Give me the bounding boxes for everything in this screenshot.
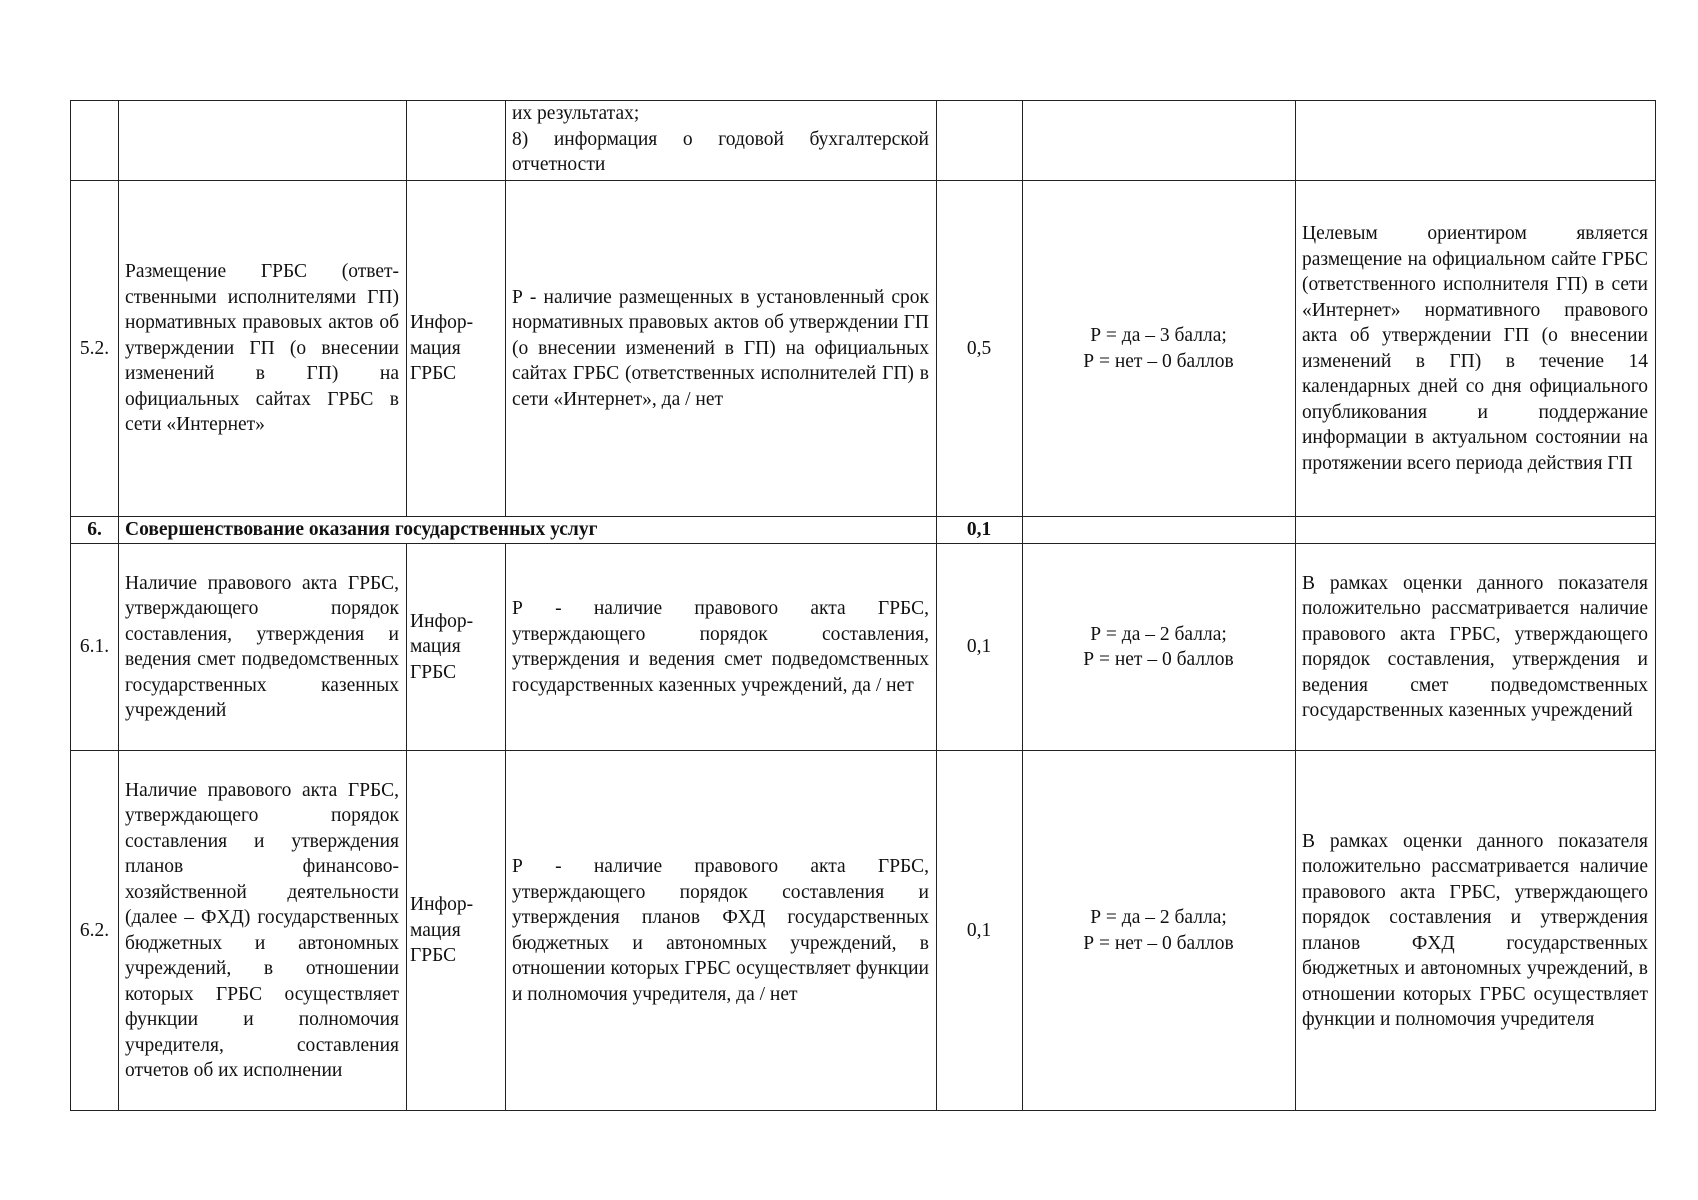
indicator-name: Наличие правового акта ГРБС, утверждающего порядок составления и утверждения планов финансово-хозяйственной деятельности (далее – ФХД) государственных бюджетных и автономных учреждений, в отношении которых ГРБС осуществляет функции и полномочия учредителя, составления отчетов об их исполнении [119,751,407,1111]
section-weight: 0,1 [937,517,1023,544]
scoring-rule: Р = да – 3 балла; Р = нет – 0 баллов [1023,181,1296,517]
indicator-weight: 0,1 [937,544,1023,751]
calculation-formula: их результатах; 8) информация о годовой бухгалтерской отчетности [506,101,937,181]
calculation-formula: Р - наличие правового акта ГРБС, утверждающего порядок составления, утверждения и ведения смет подведомственных государственных казенных учреждений, да / нет [506,544,937,751]
table-row [71,751,1656,1111]
data-source: Инфор-мация ГРБС [407,181,506,517]
assessment-table [70,100,1656,1111]
section-number: 6. [71,517,119,544]
empty-cell [1296,517,1656,544]
comment: Целевым ориентиром является размещение на официальном сайте ГРБС (ответственного исполнителя ГП) в сети «Интернет» нормативного правового акта об утверждении ГП (о внесении изменений в ГП) в течение 14 календарных дней со дня официального опубликования и поддержание информации в актуальном состоянии на протяжении всего периода действия ГП [1296,181,1656,517]
indicator-weight: 0,5 [937,181,1023,517]
calculation-formula: Р - наличие правового акта ГРБС, утверждающего порядок составления и утверждения планов ФХД государственных бюджетных и автономных учреждений, в отношении которых ГРБС осуществляет функции и полномочия учредителя, да / нет [506,751,937,1111]
data-source [407,101,506,181]
row-number: 6.1. [71,544,119,751]
scoring-rule [1023,101,1296,181]
table-row [71,181,1656,517]
comment: В рамках оценки данного показателя положительно рассматривается наличие правового акта ГРБС, утверждающего порядок составления, утверждения и ведения смет подведомственных государственных казенных учреждений [1296,544,1656,751]
indicator-name [119,101,407,181]
data-source: Инфор-мация ГРБС [407,751,506,1111]
indicator-name: Наличие правового акта ГРБС, утверждающего порядок составления, утверждения и ведения смет подведомственных государственных казенных учреждений [119,544,407,751]
data-source: Инфор-мация ГРБС [407,544,506,751]
section-title: Совершенствование оказания государственных услуг [119,517,937,544]
calculation-formula: Р - наличие размещенных в установленный срок нормативных правовых актов об утверждении ГП (о внесении изменений в ГП) на официальных сайтах ГРБС (ответственных исполнителей ГП) в сети «Интернет», да / нет [506,181,937,517]
row-number [71,101,119,181]
indicator-weight [937,101,1023,181]
comment [1296,101,1656,181]
row-number: 6.2. [71,751,119,1111]
comment: В рамках оценки данного показателя положительно рассматривается наличие правового акта ГРБС, утверждающего порядок составления и утверждения планов ФХД государственных бюджетных и автономных учреждений, в отношении которых ГРБС осуществляет функции и полномочия учредителя [1296,751,1656,1111]
empty-cell [1023,517,1296,544]
table-row [71,544,1656,751]
indicator-name: Размещение ГРБС (ответ-ственными исполнителями ГП) нормативных правовых актов об утверждении ГП (о внесении изменений в ГП) на официальных сайтах ГРБС в сети «Интернет» [119,181,407,517]
section-row [71,517,1656,544]
scoring-rule: Р = да – 2 балла; Р = нет – 0 баллов [1023,544,1296,751]
table-row [71,101,1656,181]
indicator-weight: 0,1 [937,751,1023,1111]
row-number: 5.2. [71,181,119,517]
scoring-rule: Р = да – 2 балла; Р = нет – 0 баллов [1023,751,1296,1111]
